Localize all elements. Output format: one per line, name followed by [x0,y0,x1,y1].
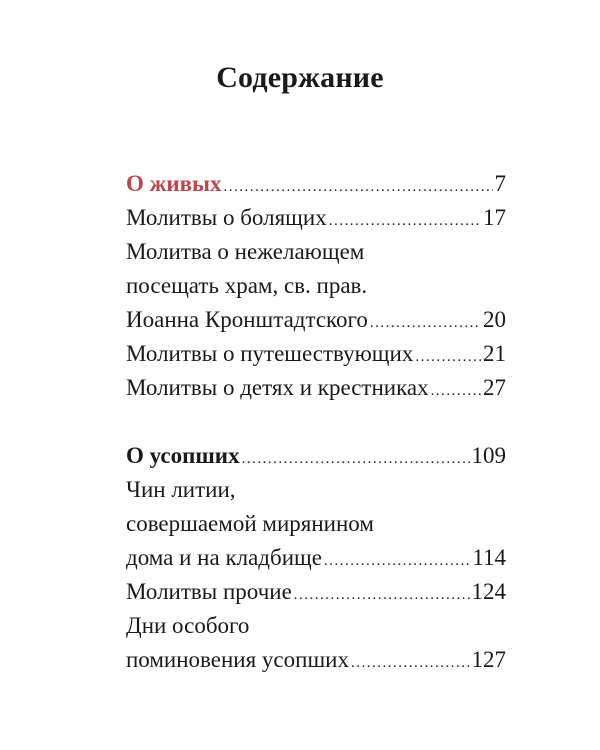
entry-title: Молитвы о путешествующих [126,341,414,366]
entry-title-line: дома и на кладбище [126,545,322,570]
dot-leader [294,588,470,603]
dot-leader [223,180,492,195]
entry-title: Молитвы о детях и крестниках [126,375,429,400]
toc-entry-unwilling[interactable] [126,235,506,337]
entry-title-line: Иоанна Кронштадтского [126,307,368,332]
toc-entry-travelers[interactable] [126,337,506,371]
page-title: Содержание [216,61,384,94]
dot-leader [242,452,470,467]
dot-leader [431,384,481,399]
entry-title-line: посещать храм, св. прав. [126,273,368,298]
entry-title-line: совершаемой мирянином [126,511,374,536]
dot-leader [370,316,481,331]
entry-title-line: Молитва о нежелающем [126,239,365,264]
page-number: 17 [483,205,506,230]
section-heading: О живых [126,171,222,196]
page-number: 20 [483,307,506,332]
page-number: 27 [483,375,506,400]
toc-entry-children[interactable] [126,371,506,405]
entry-title-line: поминовения усопших [126,647,349,672]
page-number: 114 [472,545,506,570]
table-of-contents [126,167,506,677]
section-heading: О усопших [126,443,240,468]
toc-entry-memorial-days[interactable] [126,609,506,677]
toc-entry-sick[interactable] [126,201,506,235]
toc-heading-departed[interactable] [126,439,506,473]
dot-leader [351,656,470,671]
toc-heading-living[interactable] [126,167,506,201]
entry-title: Молитвы о болящих [126,205,327,230]
page-number: 109 [471,443,506,468]
page-number: 21 [483,341,506,366]
dot-leader [329,214,481,229]
page-number: 124 [471,579,506,604]
entry-title: Молитвы прочие [126,579,292,604]
dot-leader [415,350,481,365]
toc-section-living [126,167,506,405]
page-number: 127 [471,647,506,672]
toc-entry-litiya[interactable] [126,473,506,575]
entry-title-line: Чин литии, [126,477,236,502]
page-number: 7 [494,171,506,196]
toc-section-departed [126,439,506,677]
dot-leader [324,554,470,569]
toc-entry-other-prayers[interactable] [126,575,506,609]
entry-title-line: Дни особого [126,613,250,638]
